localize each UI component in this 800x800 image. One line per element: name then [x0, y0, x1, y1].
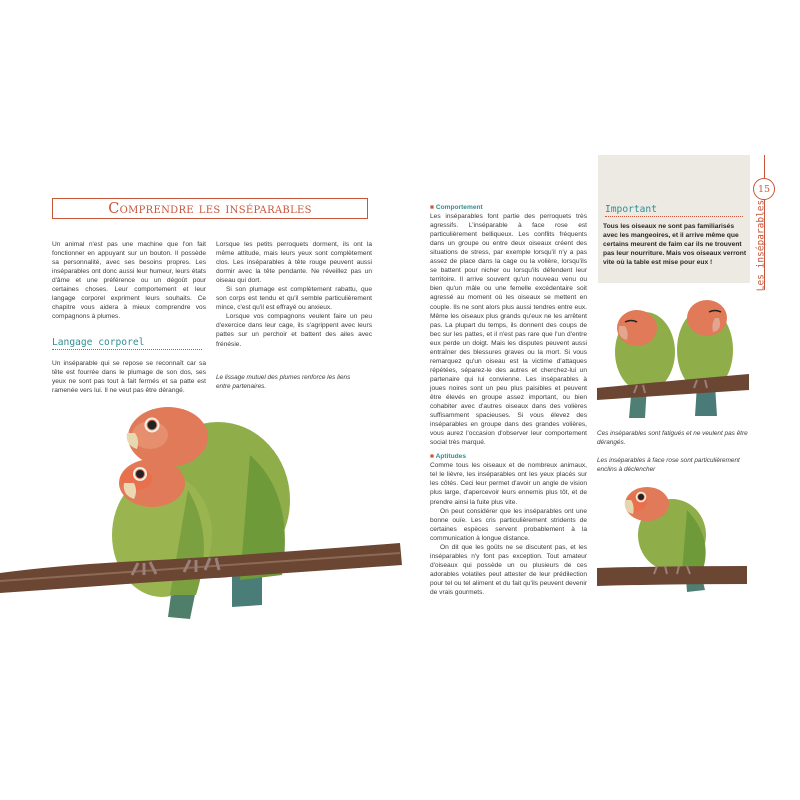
page-number: 15 [753, 178, 775, 200]
subheading-aptitudes: ■ Aptitudes [430, 453, 466, 461]
subheading-comportement-label: Comportement [435, 204, 483, 211]
caption-tired-lovebirds: Ces inséparables sont fatigués et ne veulent pas être dérangés. [597, 430, 748, 446]
chapter-title-box [52, 198, 368, 219]
aptitudes-paragraph-2: On peut considérer que les inséparables ont une bonne ouïe. Les cris particulièrement stridents de certaines espèces servent probablement à la communication à longue distance. [430, 507, 587, 542]
column-1-intro [52, 240, 206, 321]
important-divider [605, 216, 743, 217]
important-text: Tous les oiseaux ne sont pas familiarisés avec les mangeoires, et il arrive même que certains meurent de faim car ils ne trouvent pas leur nourriture. Mais vos oiseaux verront vite où la table est mise pour eux ! [603, 223, 747, 266]
section-heading-langage-corporel: Langage corporel [52, 337, 202, 350]
aptitudes-paragraph-3: On dit que les goûts ne se discutent pas, et les inséparables n'y font pas exception. Tout amateur d'oiseaux qui possède un ou plusieurs de ces adorables volatiles peut attester de leur prédilection pour tel ou tel aliment et du fait qu'ils peuvent devenir de vrais gourmets. [430, 543, 587, 596]
chapter-title: Comprendre les inséparables [108, 200, 312, 217]
column-3-body [430, 203, 587, 597]
photo-two-lovebirds-grooming [0, 395, 405, 625]
column-2-body [216, 240, 372, 349]
caption-aggressive-lovebirds: Les inséparables à face rose sont particulièrement enclins à déclencher [597, 457, 740, 473]
important-heading: Important [605, 204, 657, 215]
side-chapter-label: Les inséparables [755, 199, 767, 292]
subheading-comportement: ■ Comportement [430, 204, 483, 211]
sleep-paragraph: Lorsque les petits perroquets dorment, ils ont la même attitude, mais leurs yeux sont complètement clos. Les inséparables à tête rouge peuvent aussi dormir avec la tête pendante. Ne réveillez pas un oiseau qui dort. [216, 241, 372, 285]
important-box [598, 155, 750, 283]
intro-paragraph: Un animal n'est pas une machine que l'on fait fonctionner en appuyant sur un bouton. Il possède sa personnalité, avec ses besoins propres. Les inséparables ont donc aussi leur humeur, leurs états d'âme et une préférence ou un dégoût pour certaines choses. Leur comportement et leur langage corporel expriment leurs souhaits. Ce chapitre vous aidera à mieux comprendre vos compagnons à plumes. [52, 241, 206, 321]
langage-paragraph: Un inséparable qui se repose se reconnaît car sa tête est fourrée dans le plumage de son dos, ses yeux ne sont pas tout à fait fermés et sa patte est ramenée vers lui. Il ne veut pas être dérangé. [52, 360, 206, 395]
column-1-body [52, 359, 206, 395]
fear-paragraph: Si son plumage est complètement rabattu, que son corps est tendu et qu'il semble particulièrement mince, c'est qu'il est effrayé ou anxieux. [216, 286, 372, 312]
photo-single-lovebird [597, 480, 749, 595]
subheading-aptitudes-label: Aptitudes [435, 453, 466, 461]
exercise-paragraph: Lorsque vos compagnons veulent faire un peu d'exercice dans leur cage, ils s'agrippent avec leurs pattes sur un perchoir et battent des ailes avec frénésie. [216, 313, 372, 348]
aptitudes-paragraph-1: Comme tous les oiseaux et de nombreux animaux, tel le lièvre, les inséparables ont les yeux placés sur les côtés. Ceci leur permet d'avoir un angle de vision plus large, d'apercevoir leurs ennemis plus tôt, et de prendre ainsi la fuite plus vite. [430, 462, 587, 506]
caption-mutual-grooming: Le lissage mutuel des plumes renforce les liens entre partenaires. [216, 374, 351, 390]
comportement-paragraph: Les inséparables font partie des perroquets très agressifs. L'inséparable à face rose est particulièrement belliqueux. Les conflits fréquents dans un groupe ou entre deux oiseaux créent des situations de stress, par exemple lorsqu'il n'y a pas assez de place dans la cage ou la volière, lorsqu'ils se battent pour nicher ou lorsqu'ils défendent leur territoire. Il arrive souvent qu'un nouveau venu ou bien qu'un mâle ou une femelle excédentaire soit agressé au moment où les oiseaux se mettent en couple. Ils ne sont alors plus aussi tendres entre eux. Même les oiseaux plus grands qu'eux ne les arrêtent pas. La plupart du temps, ils donnent des coups de bec sur les pattes, et il n'est pas rare que l'un d'entre eux perde un doigt. Mais les disputes peuvent aussi entraîner des blessures graves ou la mort. Si vous remarquez qu'un oiseau est la victime d'attaques répétées, séparez-le des autres et cherchez-lui un partenaire qui lui convienne. Les inséparables à joues noires sont un peu plus paisibles et peuvent être élevés en groupe assez important, ou bien cohabiter avec d'autres oiseaux dans des volières suffisamment spacieuses. Si vous élevez des inséparables en groupe dans des grandes volières, vous aurez l'occasion d'observer leur comportement social très marqué. [430, 213, 587, 447]
photo-two-tired-lovebirds [597, 290, 749, 420]
